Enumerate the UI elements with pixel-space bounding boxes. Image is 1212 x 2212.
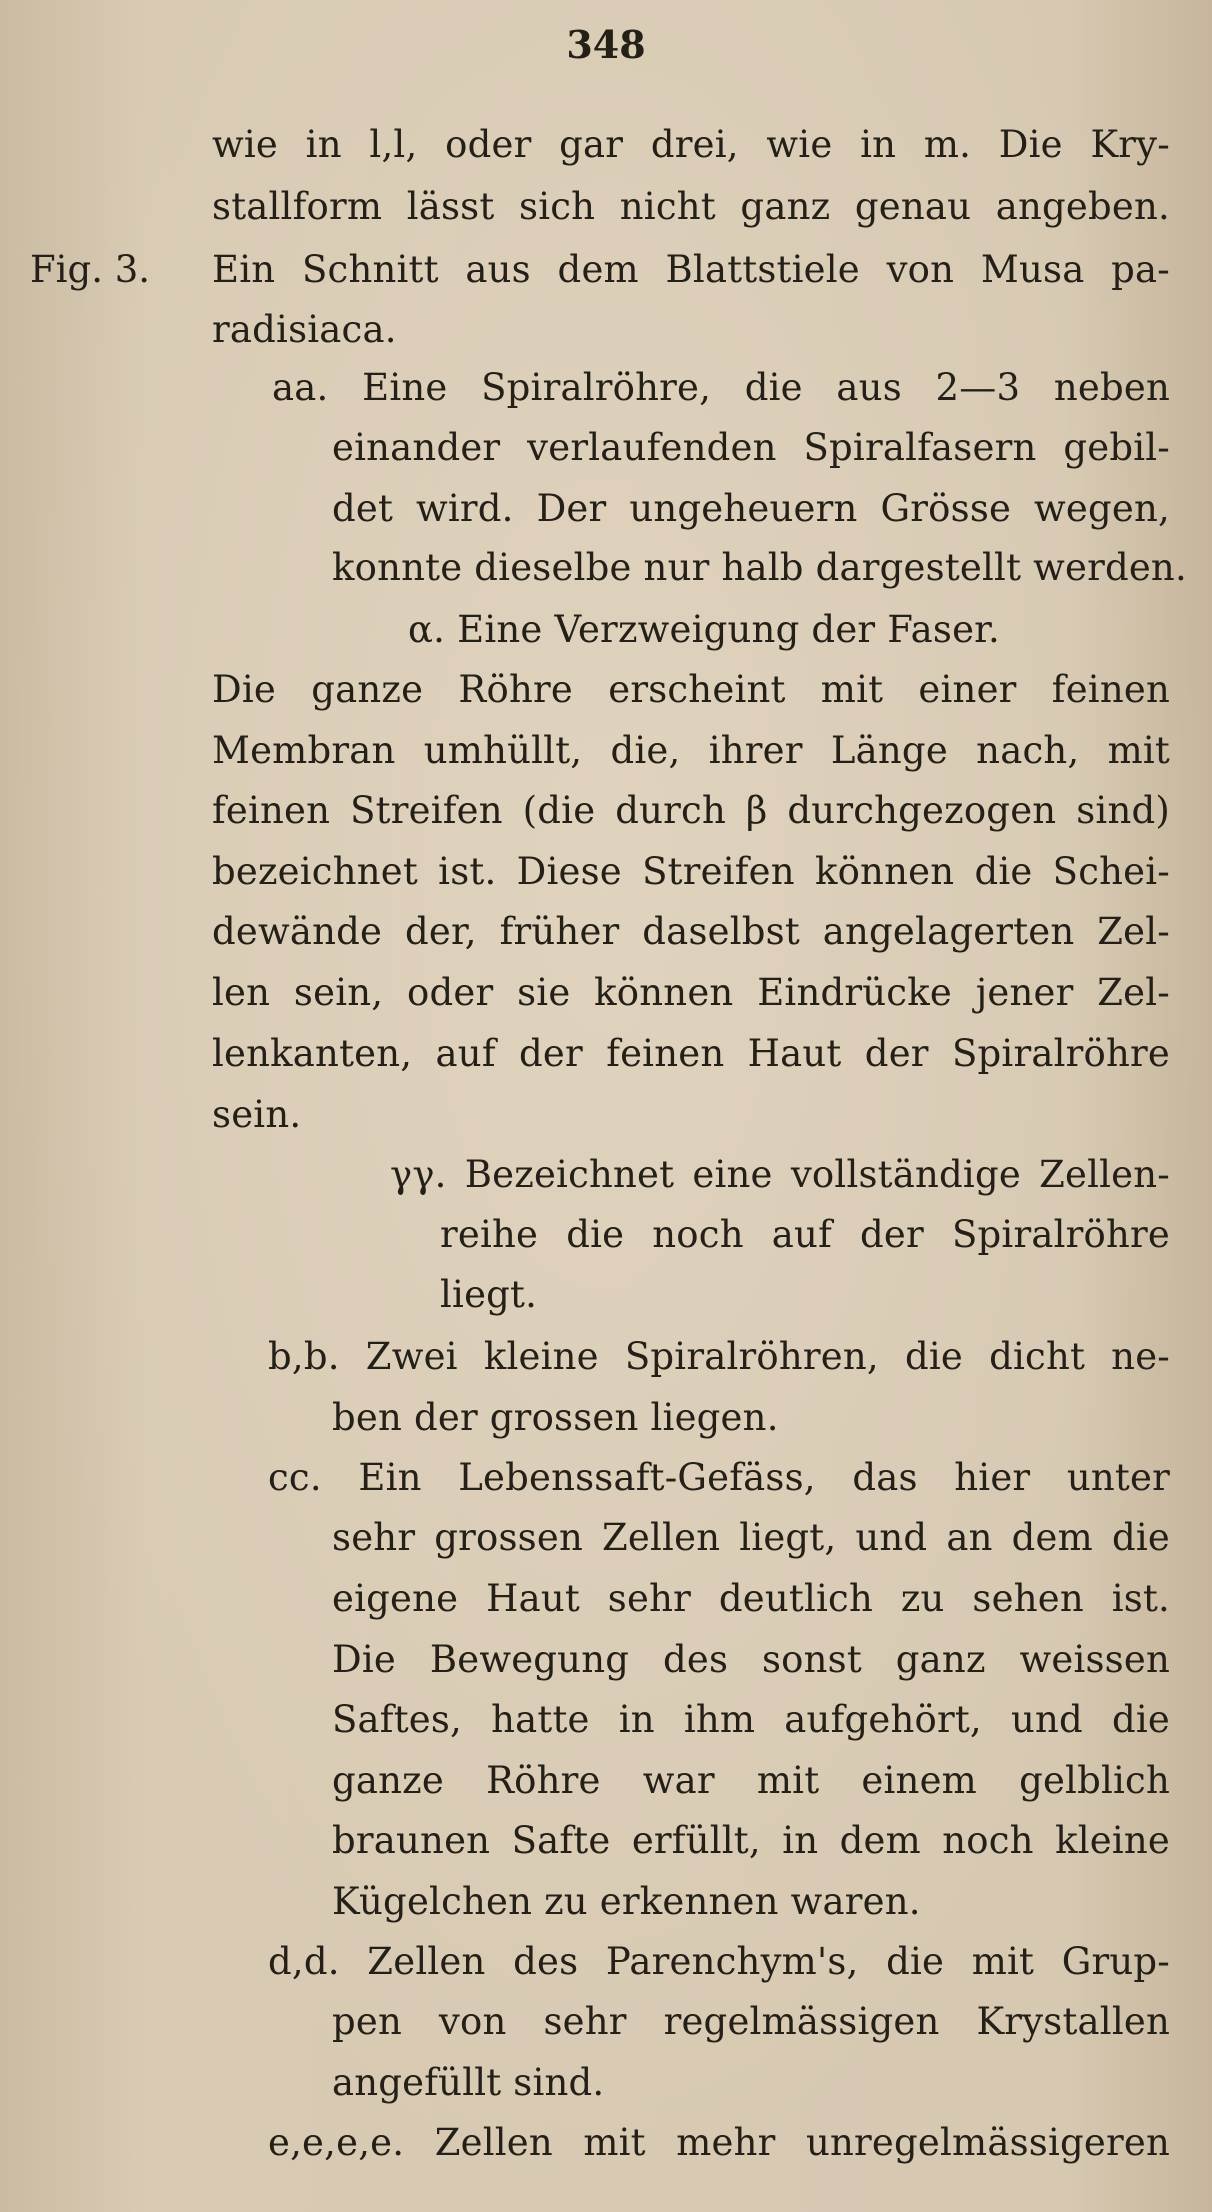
text-line: sein. — [212, 1093, 302, 1136]
text-line: Saftes, hatte in ihm aufgehört, und die — [332, 1698, 1170, 1741]
text-line: α. Eine Verzweigung der Faser. — [408, 608, 1000, 651]
text-line: wie in l,l, oder gar drei, wie in m. Die Kry- — [212, 123, 1170, 166]
text-line: pen von sehr regelmässigen Krystallen — [332, 2000, 1170, 2043]
text-line: b,b. Zwei kleine Spiralröhren, die dicht ne- — [268, 1335, 1170, 1378]
text-line: einander verlaufenden Spiralfasern gebil- — [332, 426, 1170, 469]
text-line: d,d. Zellen des Parenchym's, die mit Grup- — [268, 1940, 1170, 1983]
text-line: feinen Streifen (die durch β durchgezogen sind) — [212, 789, 1170, 832]
text-line: cc. Ein Lebenssaft-Gefäss, das hier unter — [268, 1456, 1170, 1499]
text-line: ben der grossen liegen. — [332, 1396, 779, 1439]
text-line: Die Bewegung des sonst ganz weissen — [332, 1638, 1170, 1681]
text-line: angefüllt sind. — [332, 2061, 605, 2104]
text-line: konnte dieselbe nur halb dargestellt werden. — [332, 546, 1187, 589]
text-line: radisiaca. — [212, 308, 397, 351]
text-line: braunen Safte erfüllt, in dem noch kleine — [332, 1819, 1170, 1862]
text-line: γγ. Bezeichnet eine vollständige Zellen- — [390, 1153, 1170, 1196]
page-number: 348 — [566, 22, 646, 67]
text-line: reihe die noch auf der Spiralröhre — [440, 1213, 1170, 1256]
text-line: Die ganze Röhre erscheint mit einer feinen — [212, 668, 1170, 711]
text-line: eigene Haut sehr deutlich zu sehen ist. — [332, 1577, 1170, 1620]
text-line: lenkanten, auf der feinen Haut der Spiralröhre — [212, 1032, 1170, 1075]
text-line: dewände der, früher daselbst angelagerten Zel- — [212, 910, 1170, 953]
text-line: e,e,e,e. Zellen mit mehr unregelmässigeren — [268, 2121, 1170, 2164]
text-line: Kügelchen zu erkennen waren. — [332, 1880, 921, 1923]
text-line: Ein Schnitt aus dem Blattstiele von Musa pa- — [212, 248, 1170, 291]
text-line: Membran umhüllt, die, ihrer Länge nach, mit — [212, 729, 1170, 772]
text-line: bezeichnet ist. Diese Streifen können die Schei- — [212, 850, 1170, 893]
text-line: liegt. — [440, 1273, 538, 1316]
figure-label: Fig. 3. — [30, 248, 151, 291]
text-line: ganze Röhre war mit einem gelblich — [332, 1759, 1170, 1802]
text-line: len sein, oder sie können Eindrücke jener Zel- — [212, 971, 1170, 1014]
text-line: det wird. Der ungeheuern Grösse wegen, — [332, 487, 1170, 530]
text-line: stallform lässt sich nicht ganz genau angeben. — [212, 185, 1170, 228]
text-line: sehr grossen Zellen liegt, und an dem die — [332, 1516, 1170, 1559]
text-line: aa. Eine Spiralröhre, die aus 2—3 neben — [272, 366, 1170, 409]
